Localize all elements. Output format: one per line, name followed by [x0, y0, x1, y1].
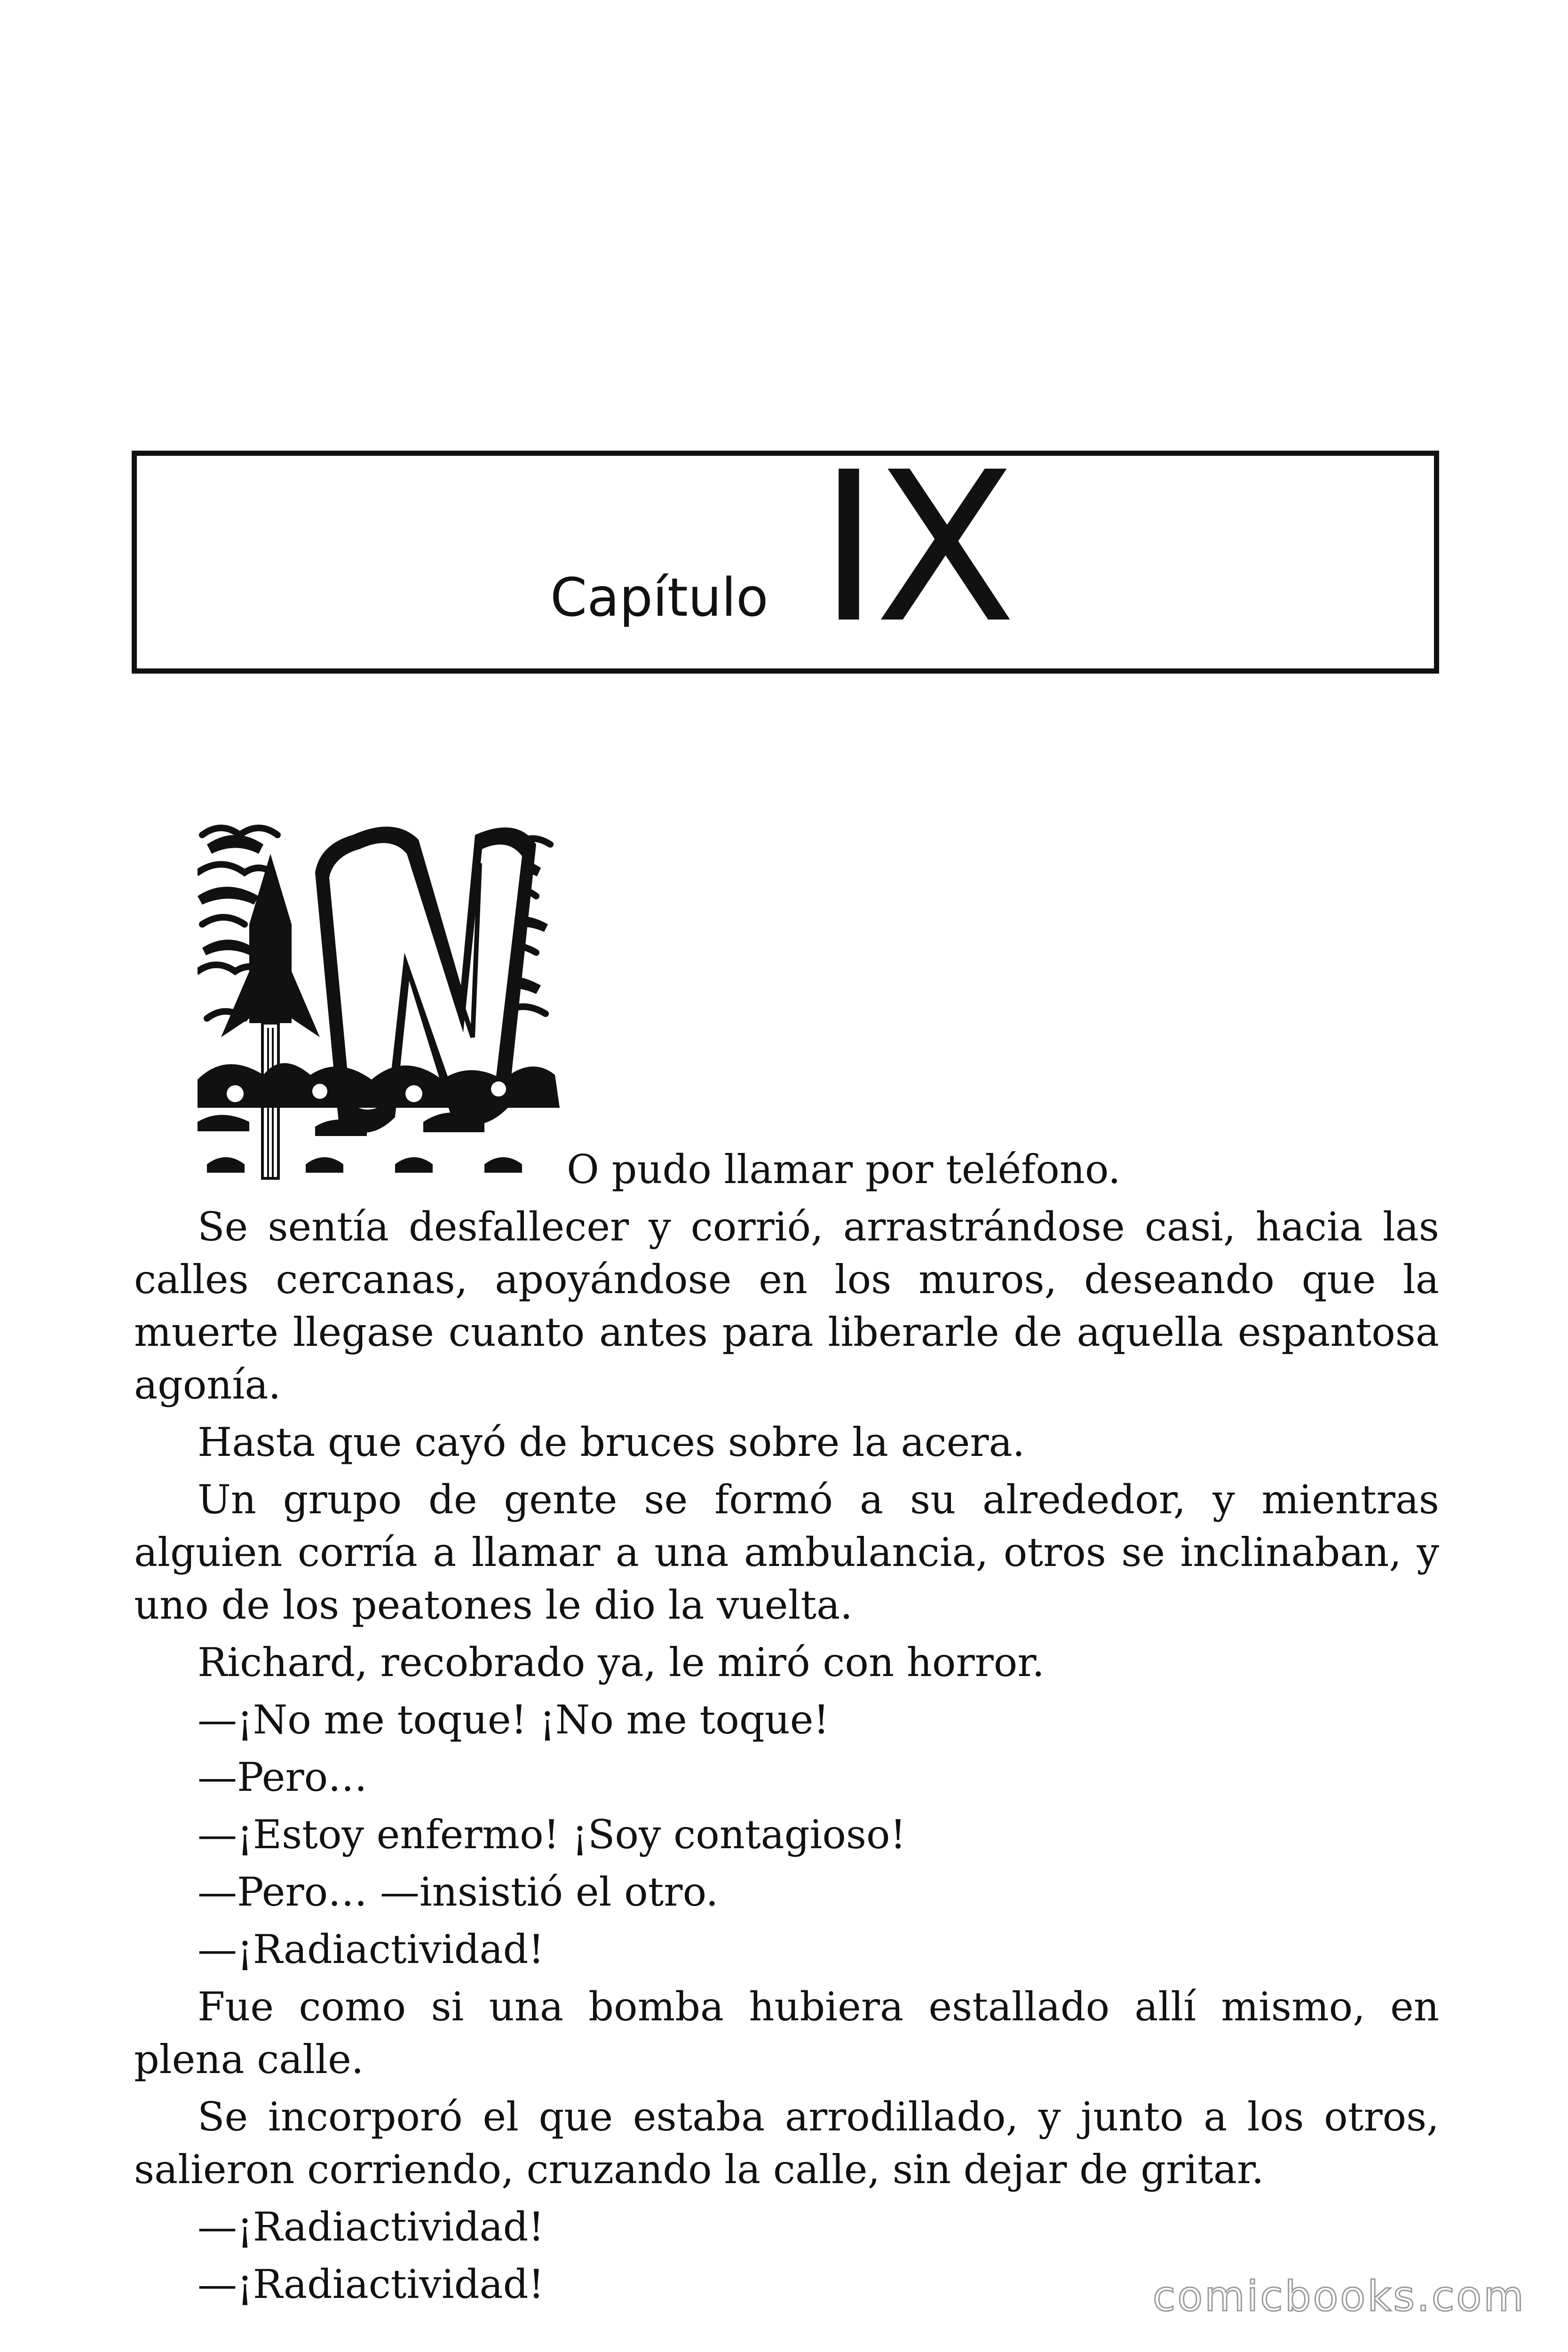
dialogue-line: —Pero… — [198, 1754, 368, 1800]
dialogue-line: —Pero… —insistió el otro. — [198, 1869, 719, 1915]
dialogue-line: —¡No me toque! ¡No me toque! — [198, 1697, 830, 1743]
chapter-number: IX — [818, 428, 1012, 668]
chapter-label: Capítulo — [550, 567, 768, 628]
dialogue-line: —¡Radiactividad! — [198, 2204, 545, 2250]
dialogue-line: —¡Estoy enfermo! ¡Soy contagioso! — [198, 1812, 906, 1858]
paragraph: Se sentía desfallecer y corrió, arrastrándose casi, hacia las calles cercanas, apoyándose en los muros, deseando que la muerte llegase cuanto antes para liberarle de aquella espantosa agonía. — [134, 1204, 1439, 1408]
paragraph: Hasta que cayó de bruces sobre la acera. — [198, 1419, 1025, 1465]
paragraph: O pudo llamar por teléfono. — [567, 1146, 1121, 1192]
chapter-heading-box — [132, 451, 1439, 674]
paragraph: Fue como si una bomba hubiera estallado allí mismo, en plena calle. — [134, 1984, 1439, 2082]
paragraph: Un grupo de gente se formó a su alrededor, y mientras alguien corría a llamar a una ambulancia, otros se inclinaban, y uno de los peatones le dio la vuelta. — [134, 1477, 1439, 1628]
dialogue-line: —¡Radiactividad! — [198, 2261, 545, 2307]
comic-drop-cap-rocket-icon — [198, 816, 560, 1183]
watermark: comicbooks.com — [1152, 2272, 1526, 2320]
dialogue-line: —¡Radiactividad! — [198, 1926, 545, 1972]
paragraph: Se incorporó el que estaba arrodillado, y junto a los otros, salieron corriendo, cruzando la calle, sin dejar de gritar. — [134, 2094, 1439, 2193]
paragraph: Richard, recobrado ya, le miró con horror. — [198, 1639, 1045, 1685]
chapter-body — [134, 1143, 1439, 2315]
